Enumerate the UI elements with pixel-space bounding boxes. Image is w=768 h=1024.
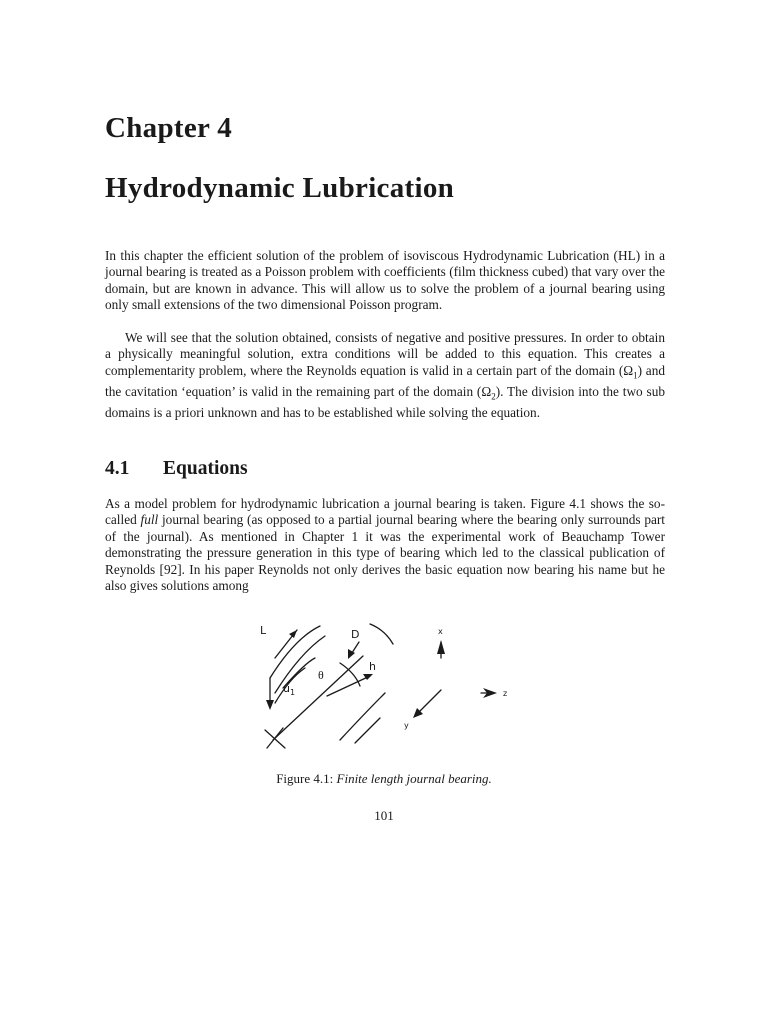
- intro-paragraph-2-text-c: ). The division into the two sub domains is a priori unknown and has to be established while solving the equation.: [105, 383, 665, 420]
- figure-caption-text: Finite length journal bearing.: [336, 771, 492, 786]
- journal-bearing-figure: [255, 618, 525, 763]
- radial-line: [327, 676, 370, 696]
- section-title: Equations: [163, 458, 248, 479]
- journal-bearing-diagram: [255, 618, 525, 763]
- bearing-arc-bottom-2: [355, 718, 380, 743]
- label-D: D: [351, 628, 360, 641]
- intro-paragraph-2: [105, 330, 665, 421]
- label-h: h: [369, 660, 376, 673]
- chapter-label: Chapter 4: [105, 112, 233, 144]
- bearing-arc-bottom: [340, 693, 385, 740]
- figure-caption: [0, 771, 768, 787]
- section-paragraph-text-a: As a model problem for hydrodynamic lubrication a journal bearing is taken. Figure 4.1 shows the so-called: [105, 496, 665, 528]
- omega-1-symbol: Ω: [623, 362, 634, 378]
- label-theta: θ: [318, 668, 324, 682]
- omega-2-subscript: 2: [491, 391, 496, 402]
- chapter-title: Hydrodynamic Lubrication: [105, 172, 455, 204]
- bearing-arc-top-right: [370, 624, 393, 644]
- intro-paragraph-1: [105, 248, 665, 314]
- length-arrowhead: [289, 630, 297, 638]
- label-u-subscript: 1: [290, 688, 296, 697]
- label-z: z: [503, 689, 508, 698]
- section-paragraph-italic: full: [140, 512, 159, 528]
- x-arrowhead: [437, 640, 445, 654]
- figure-caption-prefix: Figure 4.1:: [276, 771, 337, 786]
- page-number: 101: [374, 808, 394, 823]
- label-y: y: [404, 721, 409, 730]
- section-heading: [105, 458, 248, 480]
- section-paragraph: [105, 496, 665, 594]
- axis-end-mark-2: [267, 728, 283, 748]
- intro-paragraph-2-text-b: ) and the cavitation ‘equation’ is valid in the remaining part of the domain (: [105, 362, 666, 399]
- intro-paragraph-1-text: In this chapter the efficient solution of the problem of isoviscous Hydrodynamic Lubrication (HL) in a journal bearing is treated as a Poisson problem with coefficients (film thickness cubed) that vary over the domain, but are known in advance. This will allow us to solve the problem of a journal bearing using only small extensions of the two dimensional Poisson program.: [105, 248, 665, 313]
- intro-paragraph-2-text-a: We will see that the solution obtained, consists of negative and positive pressures. In order to obtain a physically meaningful solution, extra conditions will be added to this equation. This creates a complementarity problem, where the Reynolds equation is valid in a certain part of the domain (: [105, 330, 665, 378]
- velocity-arrowhead: [266, 700, 274, 710]
- omega-2-symbol: Ω: [481, 383, 492, 399]
- label-x: x: [438, 627, 443, 636]
- section-paragraph-text-b: journal bearing (as opposed to a partial journal bearing where the bearing only surrounds part of the journal). As mentioned in Chapter 1 it was the experimental work of Beauchamp Tower demonstrating the pressure generation in this type of bearing which led to the classical publication of Reynolds [92]. In his paper Reynolds not only derives the basic equation now bearing his name but he also gives solutions among: [105, 512, 665, 594]
- label-u: u: [283, 682, 290, 695]
- section-number: 4.1: [105, 458, 130, 479]
- label-L: L: [260, 624, 267, 637]
- omega-1-subscript: 1: [633, 370, 638, 381]
